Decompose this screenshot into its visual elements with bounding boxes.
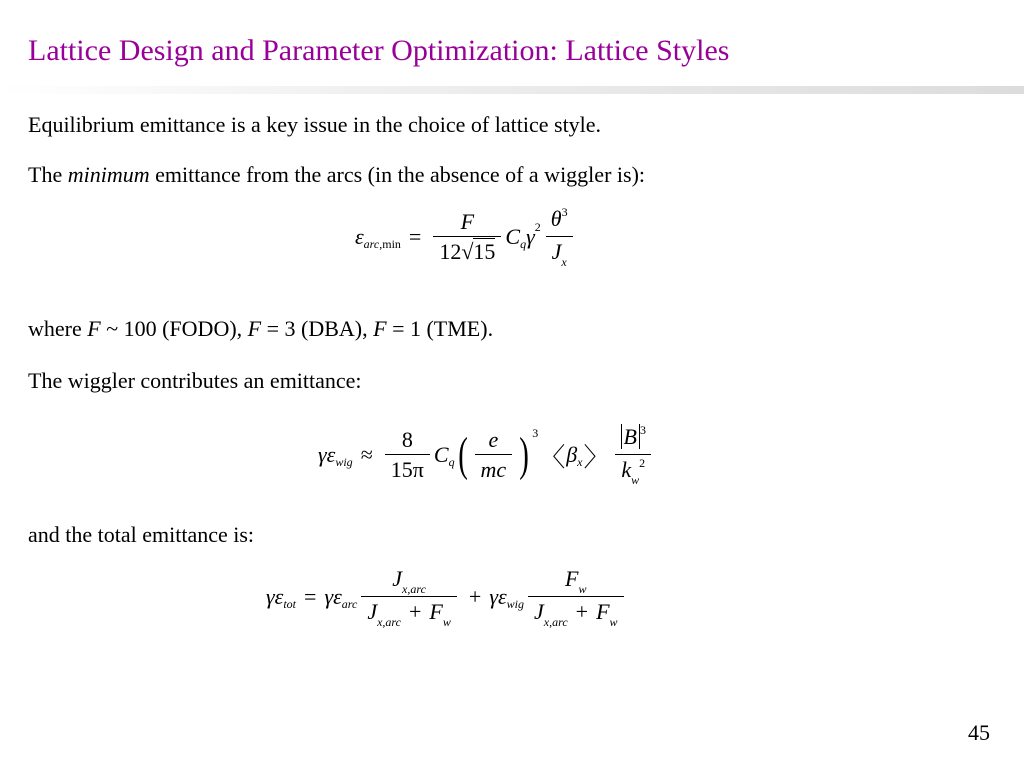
numerator-abs-B-cubed — [615, 424, 652, 454]
subscript-w: w — [609, 615, 618, 629]
subscript-x: x — [561, 255, 567, 269]
text-segment: emittance from the arcs (in the absence of a wiggler is): — [149, 162, 646, 187]
symbol-epsilon: ε — [355, 224, 364, 249]
subscript-x-arc: x,arc — [543, 615, 568, 629]
text-segment: The — [28, 162, 68, 187]
numerator-J-x-arc — [386, 566, 432, 596]
denominator-kw-squared — [615, 454, 651, 486]
superscript-2: 2 — [534, 219, 541, 234]
symbol-gamma: γ — [526, 224, 535, 249]
plus-sign: + — [575, 599, 589, 624]
symbol-epsilon: ε — [326, 442, 336, 467]
paragraph-emittance-intro: Equilibrium emittance is a key issue in the choice of lattice style. — [28, 112, 602, 137]
equation-arc-min-emittance — [355, 206, 578, 268]
symbol-F: F — [87, 316, 101, 341]
superscript-3: 3 — [639, 423, 646, 437]
text-segment: where — [28, 316, 88, 341]
denominator-J-plus-Fw — [361, 596, 457, 628]
subscript-wig: wig — [506, 596, 524, 611]
subscript-wig: wig — [335, 454, 353, 469]
symbol-F: F — [429, 599, 443, 624]
subscript-arc: arc — [341, 596, 358, 611]
left-angle: 〈 — [539, 442, 566, 472]
paragraph-wiggler-intro: The wiggler contributes an emittance: — [28, 368, 362, 393]
subscript-w: w — [578, 582, 587, 596]
text-segment: ~ 100 (FODO), — [100, 316, 248, 341]
symbol-epsilon: ε — [333, 584, 342, 609]
subscript-x-arc: x,arc — [377, 615, 401, 629]
den-12: 12 — [439, 239, 462, 264]
den-15: 15 — [473, 239, 496, 264]
subscript-w: w — [442, 615, 451, 629]
symbol-J: J — [392, 566, 403, 591]
subscript-w: w — [631, 473, 640, 487]
equals-sign: = — [408, 224, 422, 249]
equation-total-emittance — [266, 566, 628, 628]
superscript-3: 3 — [561, 205, 568, 219]
superscript-3: 3 — [532, 425, 539, 440]
right-angle: 〉 — [583, 442, 610, 472]
symbol-J: J — [534, 599, 544, 624]
fraction-8-over-15pi — [385, 427, 430, 483]
subscript-tot: tot — [283, 596, 297, 611]
symbol-F: F — [565, 566, 579, 591]
symbol-gamma: γ — [266, 584, 275, 609]
approx-sign: ≈ — [360, 442, 373, 467]
denominator-J-plus-Fw — [528, 596, 624, 628]
equals-sign: = — [304, 584, 317, 609]
text-segment: = 1 (TME). — [386, 316, 494, 341]
text-segment: = 3 (DBA), — [261, 316, 374, 341]
fraction-arc-weight — [361, 566, 457, 628]
paragraph-F-values — [28, 316, 493, 342]
plus-sign: + — [468, 584, 482, 609]
symbol-F: F — [373, 316, 387, 341]
radical-sign: √ — [461, 239, 474, 264]
symbol-C: C — [505, 224, 521, 249]
numerator-e: e — [488, 427, 499, 452]
symbol-gamma: γ — [489, 584, 498, 609]
symbol-theta: θ — [550, 206, 562, 231]
numerator-8: 8 — [401, 427, 413, 452]
symbol-gamma: γ — [324, 584, 334, 609]
plus-sign: + — [409, 599, 422, 624]
fraction-theta-over-J — [545, 206, 574, 268]
symbol-F: F — [596, 599, 610, 624]
symbol-J: J — [367, 599, 378, 624]
symbol-beta: β — [566, 442, 578, 467]
numerator-Fw — [559, 566, 592, 596]
subscript-q: q — [448, 454, 455, 469]
subscript-min: ,min — [379, 236, 401, 251]
symbol-F: F — [247, 316, 262, 341]
denominator-12-root-15 — [433, 236, 501, 265]
title-divider — [0, 86, 1024, 94]
emphasis-minimum: minimum — [67, 162, 150, 187]
slide-title: Lattice Design and Parameter Optimization: Lattice Styles — [28, 34, 730, 67]
symbol-k: k — [621, 457, 632, 482]
fraction-B-over-k — [615, 424, 652, 486]
page-number: 45 — [968, 720, 990, 745]
right-paren: ) — [519, 428, 529, 481]
subscript-x: x — [577, 454, 583, 469]
denominator-Jx — [546, 236, 573, 268]
subscript-arc: arc — [363, 236, 380, 251]
subscript-q: q — [520, 236, 527, 251]
symbol-J: J — [551, 239, 562, 264]
symbol-C: C — [433, 442, 449, 467]
equation-wiggler-emittance — [318, 424, 656, 486]
subscript-x-arc: x,arc — [402, 582, 426, 596]
superscript-2: 2 — [639, 456, 646, 470]
paragraph-minimum-emittance — [28, 162, 645, 188]
left-paren: ( — [457, 428, 468, 481]
denominator-15pi: 15π — [385, 454, 430, 483]
fraction-F-over-12root15 — [433, 209, 501, 265]
symbol-epsilon: ε — [497, 584, 507, 609]
numerator-F: F — [460, 209, 475, 234]
fraction-wiggler-weight — [528, 566, 624, 628]
symbol-epsilon: ε — [274, 584, 284, 609]
symbol-B: B — [621, 424, 640, 449]
denominator-mc: mc — [475, 454, 513, 483]
paragraph-total-intro: and the total emittance is: — [28, 522, 255, 547]
numerator-theta-cubed — [545, 206, 574, 236]
symbol-gamma: γ — [318, 442, 327, 467]
fraction-e-over-mc — [475, 427, 513, 483]
